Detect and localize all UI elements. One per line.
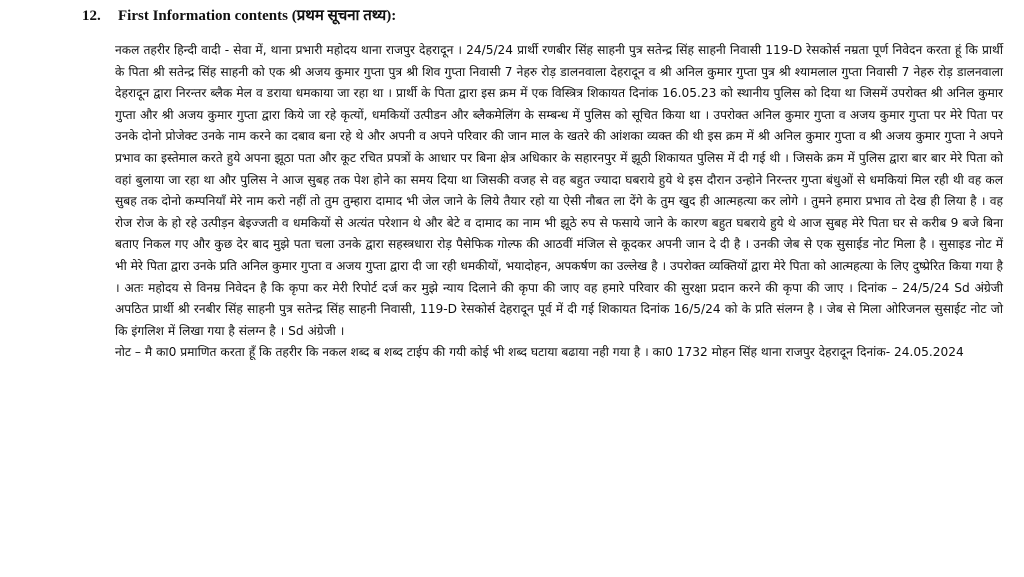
fir-contents-text — [115, 40, 1003, 364]
certification-note-paragraph: नोट – मै का0 प्रमाणित करता हूँ कि तहरीर कि नकल शब्द ब शब्द टाईप की गयी कोई भी शब्द घटाया बढाया नही गया है । का0 1732 मोहन सिंह थाना राजपुर देहरादून दिनांक- 24.05.2024 — [115, 345, 964, 360]
section-title: First Information contents (प्रथम सूचना तथ्य): — [118, 8, 397, 24]
complaint-paragraph: नकल तहरीर हिन्दी वादी - सेवा में, थाना प्रभारी महोदय थाना राजपुर देहरादून । 24/5/24 प्रार्थी रणबीर सिंह साहनी पुत्र सतेन्द्र सिंह साहनी निवासी 119-D रेसकोर्स नम्रता पूर्ण निवेदन करता हूं कि प्रार्थी के पिता श्री सतेन्द्र सिंह साहनी को एक श्री अजय कुमार गुप्ता पुत्र श्री शिव गुप्ता निवासी 7 नेहरु रोड़ डालनवाला देहरादून व श्री अनिल कुमार गुप्ता पुत्र श्री श्यामलाल गुप्ता निवासी 7 नेहरु रोड़ डालनवाला देहरादून द्वारा निरन्तर ब्लैक मेल व डराया धमकाया जा रहा था । प्रार्थी के पिता द्वारा इस क्रम में एक विस्त्रित्र शिकायत दिनांक 16.05.23 को स्थानीय पुलिस को दिया था जिसमें उपरोक्त श्री अनिल कुमार गुप्ता और श्री अजय कुमार गुप्ता द्वारा किये जा रहे कृत्यों, धमकियों उत्पीडन और ब्लैकमेलिंग के सम्बन्ध में पुलिस को सूचित किया था । उपरोक्त अनिल कुमार गुप्ता व अजय कुमार गुप्ता पर मेरे पिता पर उनके दोनो प्रोजेक्ट उनके नाम करने का दबाव बना रहे थे और अपनी व अपने परिवार की जान माल के खतरे की आंशका व्यक्त की थी इस क्रम में श्री अनिल कुमार गुप्ता व श्री अजय कुमार गुप्ता ने अपने प्रभाव का इस्तेमाल करते हुये अपना झूठा पता और कूट रचित प्रपत्रों के आधार पर बिना क्षेत्र अधिकार के सहारनपुर में झूठी शिकायत पुलिस में दी गई थी । जिसके क्रम में पुलिस द्वारा बार बार मेरे पिता को वहां बुलाया जा रहा था और पुलिस ने आज सुबह तक पेश होने का समय दिया था जिसकी वजह से वह बहुत ज्यादा घबराये हुये थे इस दौरान उन्होने निरन्तर गुप्ता बंधुओं से धमकियां मिल रही थी वह कल सुबह तक दोनो कम्पनियाँ मेरे नाम करो नहीं तो तुम तुम्हारा दामाद भी जेल जाने के लिये तैयार रहो या ऐसी नौबत ला देंगे के तुम खुद ही आत्महत्या कर लोगे । तुमने हमारा प्रभाव तो देख ही लिया है । वह रोज रोज के हो रहे उत्पीड़न बेइज्जती व धमकियों से अत्यंत परेशान थे और बेटे व दामाद का नाम भी झूठे रुप से फसाये जाने के कारण बहुत घबराये हुये थे आज सुबह मेरे पिता घर से करीब 9 बजे बिना बताए निकल गए और कुछ देर बाद मुझे पता चला उनके द्वारा सहस्त्रधारा रोड़ पैसेफिक गोल्फ की आठवीं मंजिल से कूदकर अपनी जान दे दी है । उनकी जेब से एक सुसाईड नोट मिला है । सुसाइड नोट में भी मेरे पिता द्वारा उनके प्रति अनिल कुमार गुप्ता व अजय गुप्ता द्वारा दी जा रही धमकीयों, भयादोहन, अपकर्षण का उल्लेख है । उपरोक्त व्यक्तियों द्वारा मेरे पिता को आत्महत्या के लिए दुष्प्रेरित किया गया है । अतः महोदय से विनम्र निवेदन है कि कृपा कर मेरी रिपोर्ट दर्ज कर मुझे न्याय दिलाने की कृपा की जाए वह हमारे परिवार की सुरक्षा प्रदान करने की कृपा की जाए । दिनांक – 24/5/24 Sd अंग्रेजी अपठित प्रार्थी श्री रनबीर सिंह साहनी पुत्र सतेन्द्र सिंह साहनी निवासी, 119-D रेसकोर्स देहरादून पूर्व में दी गई शिकायत दिनांक 16/5/24 को के प्रति संलग्न है । जेब से मिला ओरिजनल सुसाईट नोट जो कि इंगलिश में लिखा गया है संलग्न है । Sd अंग्रेजी । — [115, 43, 1003, 338]
section-heading — [82, 6, 396, 26]
section-number: 12. — [82, 8, 101, 24]
